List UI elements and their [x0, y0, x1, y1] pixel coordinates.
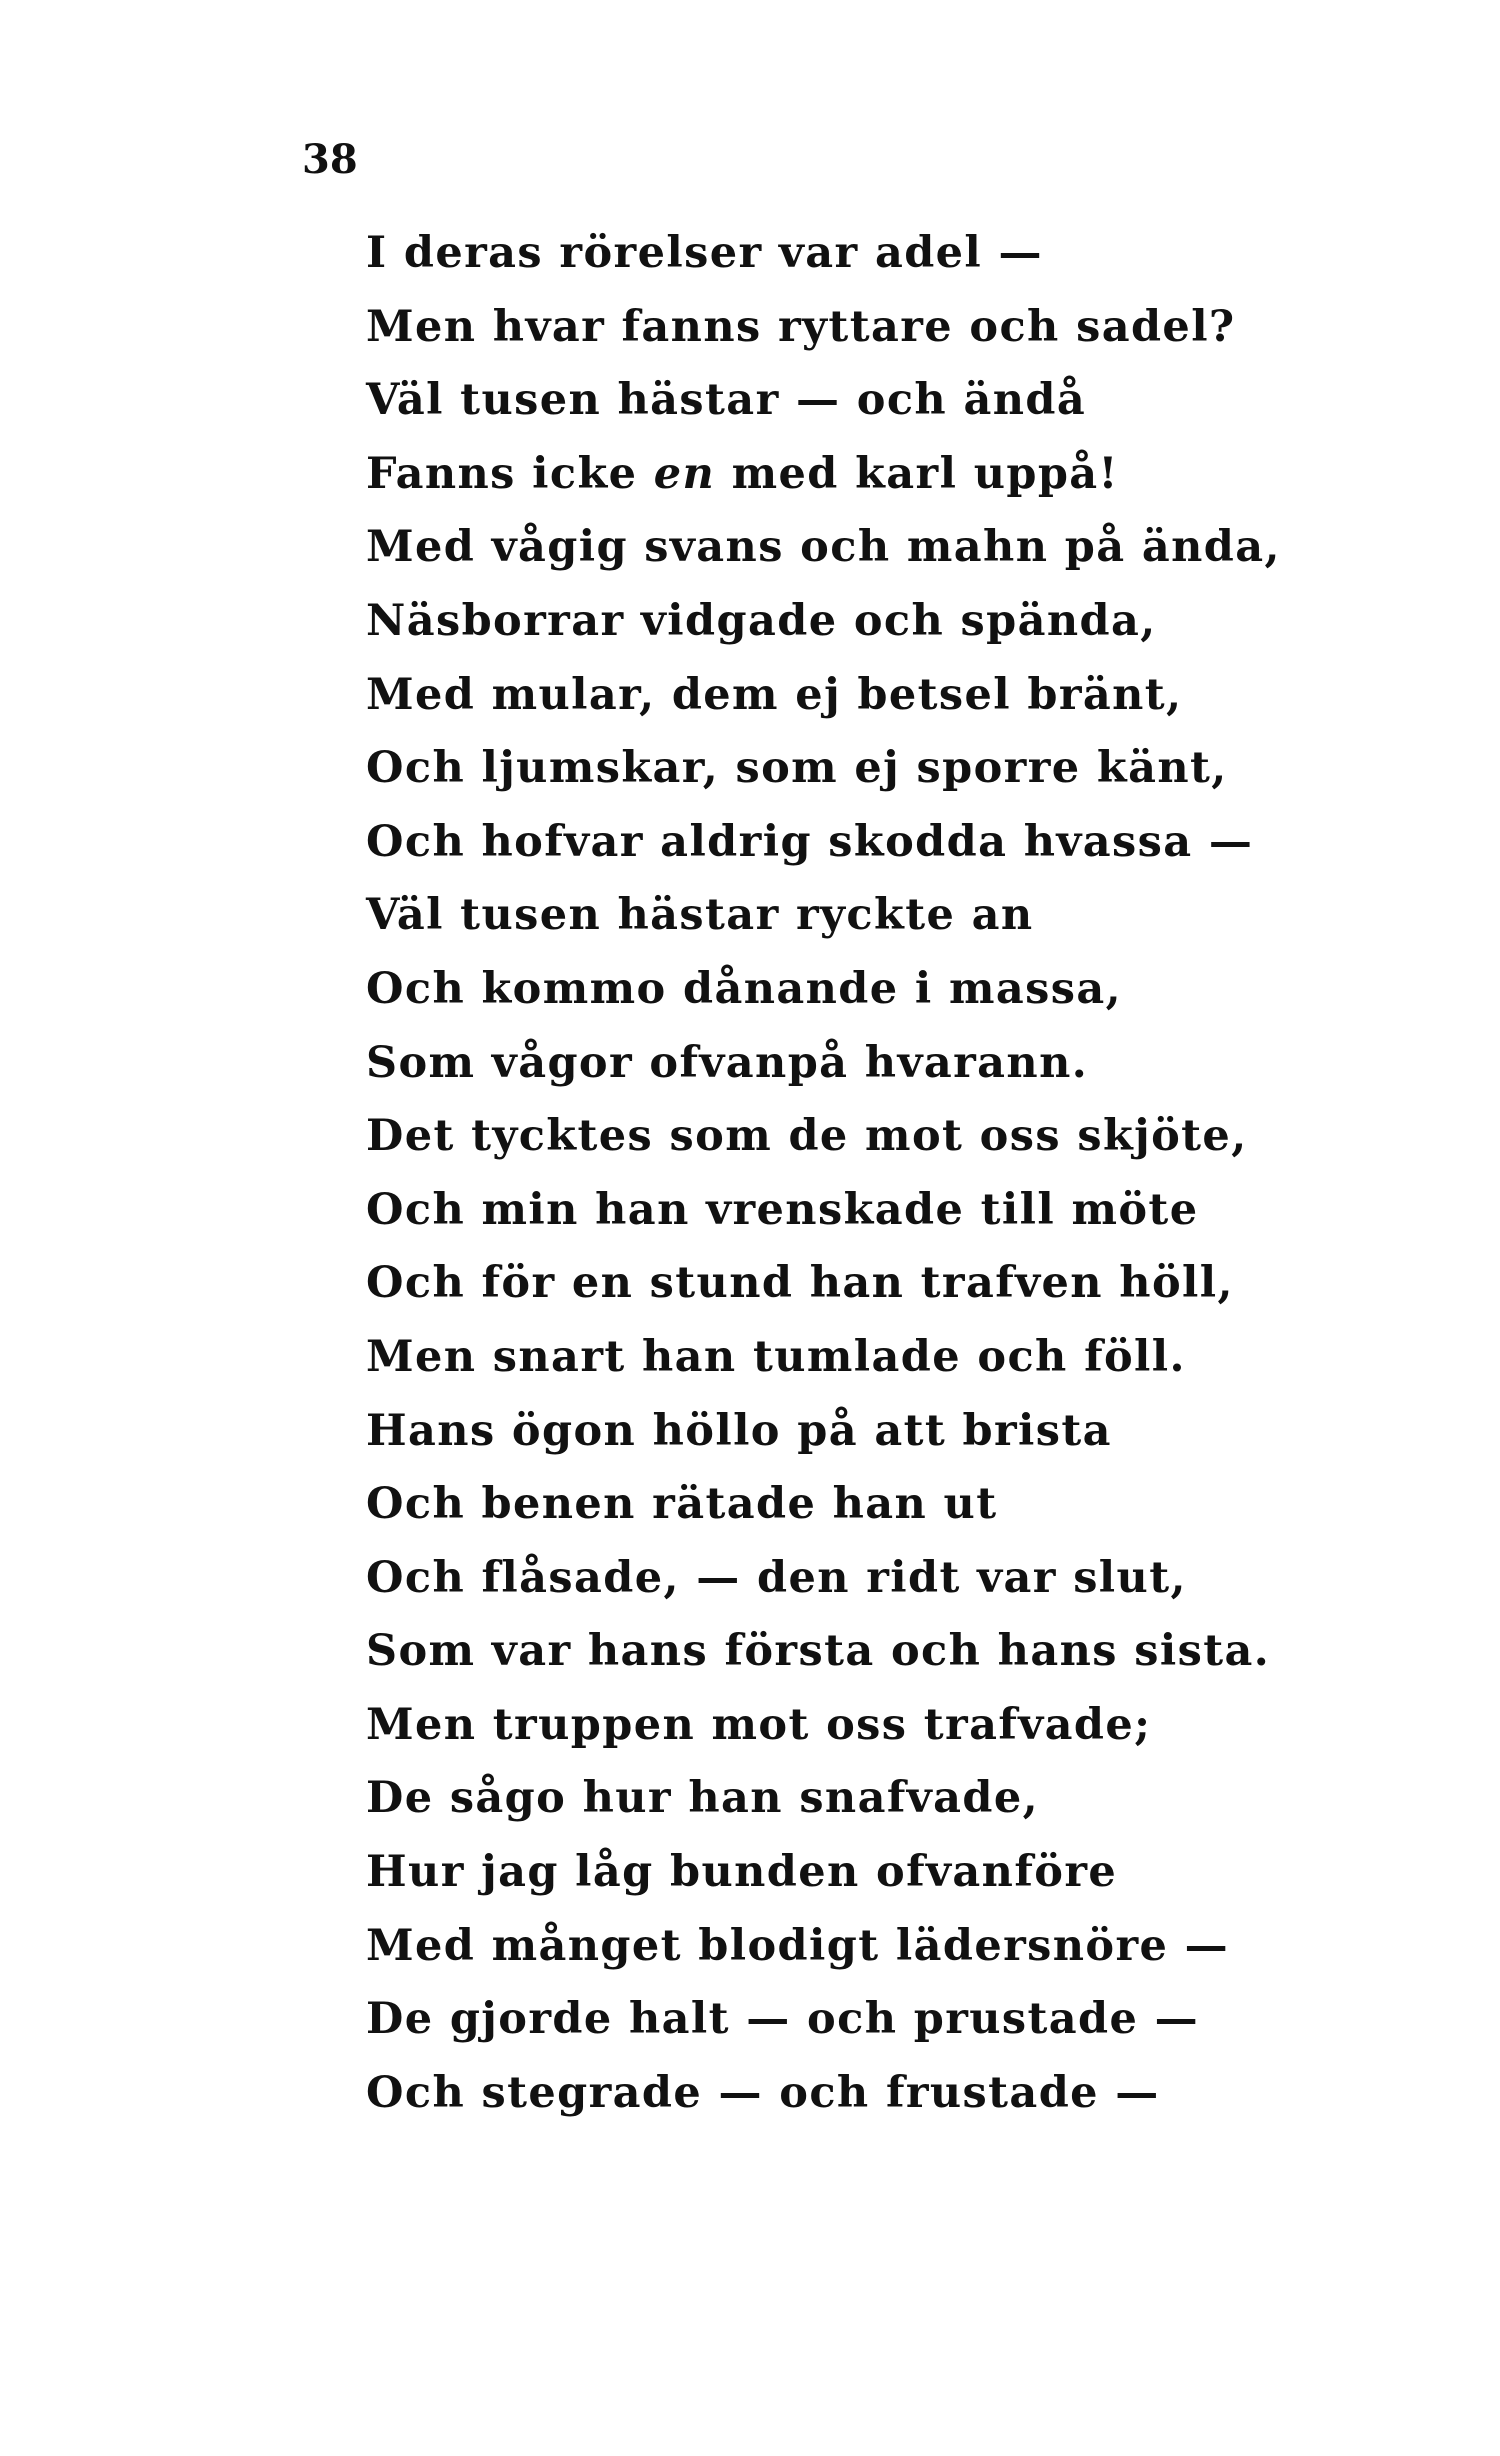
poem-line: Med månget blodigt lädersnöre —: [366, 1920, 1230, 1971]
poem-line: Hur jag låg bunden ofvanföre: [366, 1847, 1118, 1898]
poem-line: I deras rörelser var adel —: [366, 228, 1043, 278]
poem-line: Med mular, dem ej betsel bränt,: [366, 669, 1183, 720]
poem-line: Men hvar fanns ryttare och sadel?: [366, 301, 1236, 352]
emphasized-word: en: [653, 448, 716, 499]
poem-line: Som vågor ofvanpå hvarann.: [366, 1037, 1089, 1088]
poem-line: Och kommo dånande i massa,: [366, 963, 1123, 1014]
poem-line: Hans ögon höllo på att brista: [366, 1405, 1112, 1456]
poem-line: Och min han vrenskade till möte: [366, 1184, 1199, 1235]
poem-line: De gjorde halt — och prustade —: [366, 1994, 1200, 2045]
poem-line: Väl tusen hästar ryckte an: [366, 890, 1034, 941]
poem-line: Och flåsade, — den ridt var slut,: [366, 1552, 1187, 1603]
poem-line: Och ljumskar, som ej sporre känt,: [366, 743, 1228, 794]
poem-line: De sågo hur han snafvade,: [366, 1773, 1039, 1824]
poem-line: Näsborrar vidgade och spända,: [366, 595, 1157, 646]
poem-line: Som var hans första och hans sista.: [366, 1626, 1271, 1677]
poem-line: Och hofvar aldrig skodda hvassa —: [366, 816, 1254, 867]
poem-line: Men truppen mot oss trafvade;: [366, 1699, 1152, 1750]
poem-line: Och för en stund han trafven höll,: [366, 1258, 1234, 1309]
poem-line: Och stegrade — och frustade —: [366, 2067, 1160, 2118]
page-number: 38: [302, 136, 358, 183]
poem-line: Väl tusen hästar — och ändå: [366, 375, 1087, 426]
poem-line: Och benen rätade han ut: [366, 1479, 998, 1530]
poem-line: Men snart han tumlade och föll.: [366, 1331, 1186, 1382]
poem-stanza: [366, 228, 1366, 2141]
poem-line: Med vågig svans och mahn på ända,: [366, 522, 1281, 573]
poem-line: Fanns icke en med karl uppå!: [366, 448, 1119, 499]
poem-line: Det tycktes som de mot oss skjöte,: [366, 1111, 1248, 1162]
